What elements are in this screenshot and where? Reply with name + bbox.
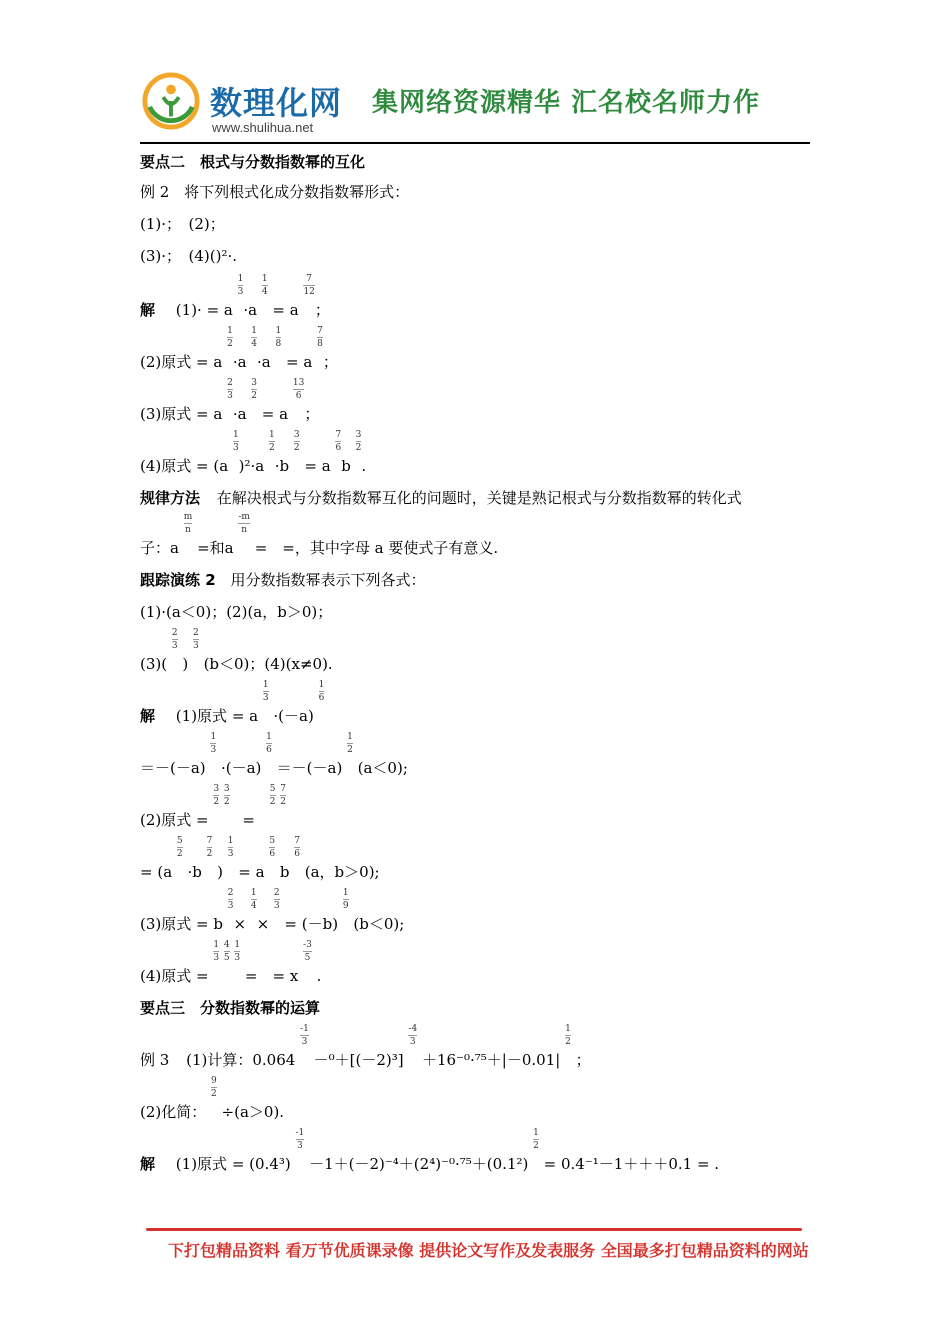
example2-label: 例 2 <box>140 183 170 201</box>
example3-q2: (2)化简： $\frac{9}{2}$ ÷(a＞0). <box>140 1076 285 1121</box>
practice-label: 跟踪演练 2 <box>140 571 216 589</box>
solution-label: 解 <box>140 301 156 319</box>
practice-solution2: (2)原式 = $\frac{3}{2}$ $\frac{3}{2}$ = $\frac{5}{2}$ $\frac{7}{2}$ <box>140 784 287 829</box>
footer-banner: 下打包精品资料 看万节优质课录像 提供论文写作及发表服务 全国最多打包精品资料的网站 <box>168 1241 809 1260</box>
example2-q12: (1)·； (2)； <box>140 215 225 233</box>
example2-text: 将下列根式化成分数指数幂形式： <box>184 183 410 201</box>
method-line2: 子：a $\frac{m}{n}$ =和a $\frac{-m}{n}$ = =，其中字母 a 要使式子有意义. <box>140 512 499 557</box>
method-line: 规律方法 在解决根式与分数指数幂互化的问题时，关键是熟记根式与分数指数幂的转化式 <box>140 489 742 507</box>
practice-solution1: 解 (1)原式 = a $\frac{1}{3}$ ·(－a) $\frac{1}{6}$ <box>140 680 325 725</box>
practice2-line: 跟踪演练 2 用分数指数幂表示下列各式： <box>140 571 426 589</box>
header-divider <box>140 142 810 144</box>
practice2-q12: (1)·(a＜0)；(2)(a，b＞0)； <box>140 603 333 621</box>
logo-title: 数理化网 <box>210 84 343 122</box>
practice-solution3: (3)原式 = b $\frac{2}{3}$ × $\frac{1}{4}$ × $\frac{2}{3}$ = (－b) $\frac{1}{9}$ (b＜0); <box>140 888 405 933</box>
solution2-step1: 解 (1)· = a $\frac{1}{3}$ ·a $\frac{1}{4}$ = a $\frac{7}{12}$ ； <box>140 274 330 319</box>
example2-line <box>140 182 409 202</box>
method-label: 规律方法 <box>140 489 201 507</box>
header-slogan: 集网络资源精华 汇名校名师力作 <box>372 88 761 118</box>
practice-solution2-cont: = (a $\frac{5}{2}$ ·b $\frac{7}{2}$ ) $\frac{1}{3}$ = a $\frac{5}{6}$ b $\frac{7}{6}$ (a，b＞0); <box>140 836 380 881</box>
solution2-step2: (2)原式 = a $\frac{1}{2}$ ·a $\frac{1}{4}$ ·a $\frac{1}{8}$ = a $\frac{7}{8}$ ； <box>140 326 338 371</box>
section2-heading: 要点二 根式与分数指数幂的互化 <box>140 153 366 171</box>
footer-divider <box>146 1228 802 1231</box>
solution2-step3: (3)原式 = a $\frac{2}{3}$ ·a $\frac{3}{2}$ = a $\frac{13}{6}$ ； <box>140 378 320 423</box>
logo-url: www.shulihua.net <box>212 120 314 135</box>
example2-q34: (3)·； (4)()²·. <box>140 247 238 265</box>
practice-solution1-cont: ＝－(－a) $\frac{1}{3}$ ·(－a) $\frac{1}{6}$ ＝－(－a) $\frac{1}{2}$ (a＜0); <box>140 732 408 777</box>
section3-heading: 要点三 分数指数幂的运算 <box>140 999 321 1017</box>
page-header <box>140 68 810 144</box>
practice-solution4: (4)原式 = $\frac{1}{3}$ $\frac{4}{5}$ $\frac{1}{3}$ = = x $\frac{-3}{5}$ . <box>140 940 322 985</box>
logo-icon <box>142 72 200 130</box>
solution2-step4: (4)原式 = (a $\frac{1}{3}$ )²·a $\frac{1}{2}$ ·b $\frac{3}{2}$ = a $\frac{7}{6}$ b $\frac{3}{2}$ . <box>140 430 367 475</box>
example3-solution: 解 (1)原式 = (0.4³) $\frac{-1}{3}$ －1＋(－2)⁻⁴＋(2⁴)⁻⁰·⁷⁵＋(0.1²) $\frac{1}{2}$ = 0.4⁻¹－1＋＋＋0.1 = . <box>140 1128 720 1173</box>
example3-q1: 例 3 (1)计算：0.064 $\frac{-1}{3}$ －⁰＋[(－2)³] $\frac{-4}{3}$ ＋16⁻⁰·⁷⁵＋|－0.01| $\frac{1}{2}$ ； <box>140 1024 591 1069</box>
practice2-q34: (3)( $\frac{2}{3}$ ) $\frac{2}{3}$ (b＜0)；(4)(x≠0). <box>140 628 333 673</box>
